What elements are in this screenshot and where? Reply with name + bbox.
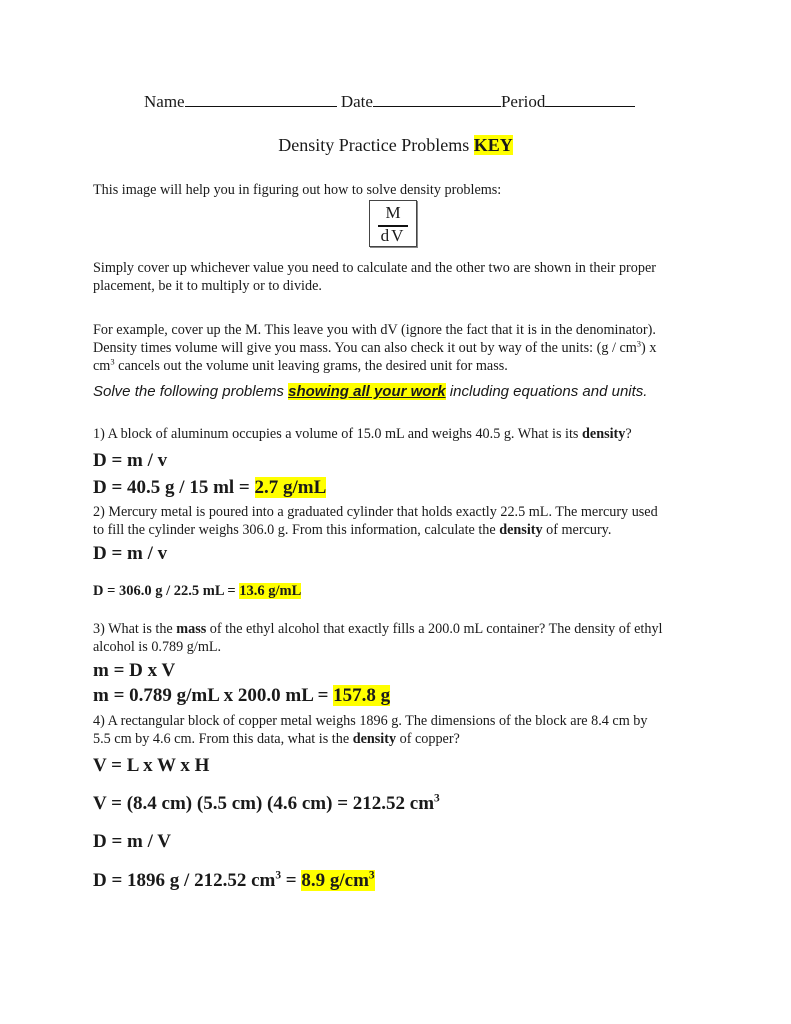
problem-3-equation: m = D x V bbox=[93, 660, 176, 681]
problem-3-question-line2: alcohol is 0.789 g/mL. bbox=[93, 639, 222, 655]
problem-4-volume-formula: V = L x W x H bbox=[93, 755, 210, 776]
problem-1-answer: 2.7 g/mL bbox=[254, 477, 327, 498]
problem-4-question-line2: 5.5 cm by 4.6 cm. From this data, what is the density of copper? bbox=[93, 731, 460, 747]
period-blank[interactable] bbox=[545, 92, 635, 107]
density-triangle-formula bbox=[369, 200, 417, 247]
page-title bbox=[0, 135, 791, 156]
date-label: Date bbox=[340, 92, 373, 111]
problem-4-density-calc: D = 1896 g / 212.52 $cm^3 = 8.9$ $g/cm^3$ bbox=[93, 869, 375, 891]
problem-4-density-formula: D = m / V bbox=[93, 831, 172, 852]
instructions: Solve the following problems showing all your work including equations and units. bbox=[93, 383, 648, 400]
example-line-3: $cm^3$ cancels out the volume unit leaving grams, the desired unit for mass. bbox=[93, 356, 508, 374]
problem-3-solution: m = 0.789 g/mL x 200.0 mL = 157.8 g bbox=[93, 685, 391, 706]
intro-line: This image will help you in figuring out how to solve density problems: bbox=[93, 182, 502, 198]
problem-2-question-line1: 2) Mercury metal is poured into a graduated cylinder that holds exactly 22.5 mL. The mercury used bbox=[93, 504, 658, 520]
problem-2-solution: D = 306.0 g / 22.5 mL = 13.6 g/mL bbox=[93, 583, 302, 599]
problem-4-volume-calc: V = (8.4 cm) (5.5 cm) (4.6 cm) = 212.52 $cm^3$ bbox=[93, 792, 440, 814]
example-line-1: For example, cover up the M. This leave you with dV (ignore the fact that it is in the denominator). bbox=[93, 322, 656, 338]
problem-2-answer: 13.6 g/mL bbox=[239, 583, 302, 599]
instructions-emphasis: showing all your work bbox=[288, 383, 446, 400]
problem-4-question-line1: 4) A rectangular block of copper metal weighs 1896 g. The dimensions of the block are 8.4 cm by bbox=[93, 713, 648, 729]
cover-up-explanation: Simply cover up whichever value you need to calculate and the other two are shown in their proper placement, be it to multiply or to divide. bbox=[93, 260, 656, 294]
header-fields bbox=[144, 92, 635, 112]
name-blank[interactable] bbox=[185, 92, 337, 107]
formula-denominator: dV bbox=[380, 226, 406, 245]
formula-numerator: M bbox=[385, 203, 401, 222]
problem-4-answer: 8.9 $g/cm^3$ bbox=[301, 869, 375, 891]
name-label: Name bbox=[144, 92, 185, 111]
problem-1-question: 1) A block of aluminum occupies a volume of 15.0 mL and weighs 40.5 g. What is its density? bbox=[93, 426, 632, 442]
period-label: Period bbox=[500, 92, 546, 111]
problem-3-answer: 157.8 g bbox=[333, 685, 391, 706]
problem-1-solution: D = 40.5 g / 15 ml = 2.7 g/mL bbox=[93, 477, 327, 498]
example-line-2: Density times volume will give you mass. You can also check it out by way of the units: $(g / cm^3)$ x bbox=[93, 338, 657, 356]
title-text: Density Practice Problems bbox=[278, 135, 474, 155]
problem-2-question-line2: to fill the cylinder weighs 306.0 g. From this information, calculate the density of mercury. bbox=[93, 522, 612, 538]
key-badge: KEY bbox=[473, 135, 513, 155]
date-blank[interactable] bbox=[373, 92, 501, 107]
problem-1-equation: D = m / v bbox=[93, 450, 168, 471]
problem-2-equation: D = m / v bbox=[93, 543, 168, 564]
problem-3-question-line1: 3) What is the mass of the ethyl alcohol that exactly fills a 200.0 mL container? The density of ethyl bbox=[93, 621, 663, 637]
